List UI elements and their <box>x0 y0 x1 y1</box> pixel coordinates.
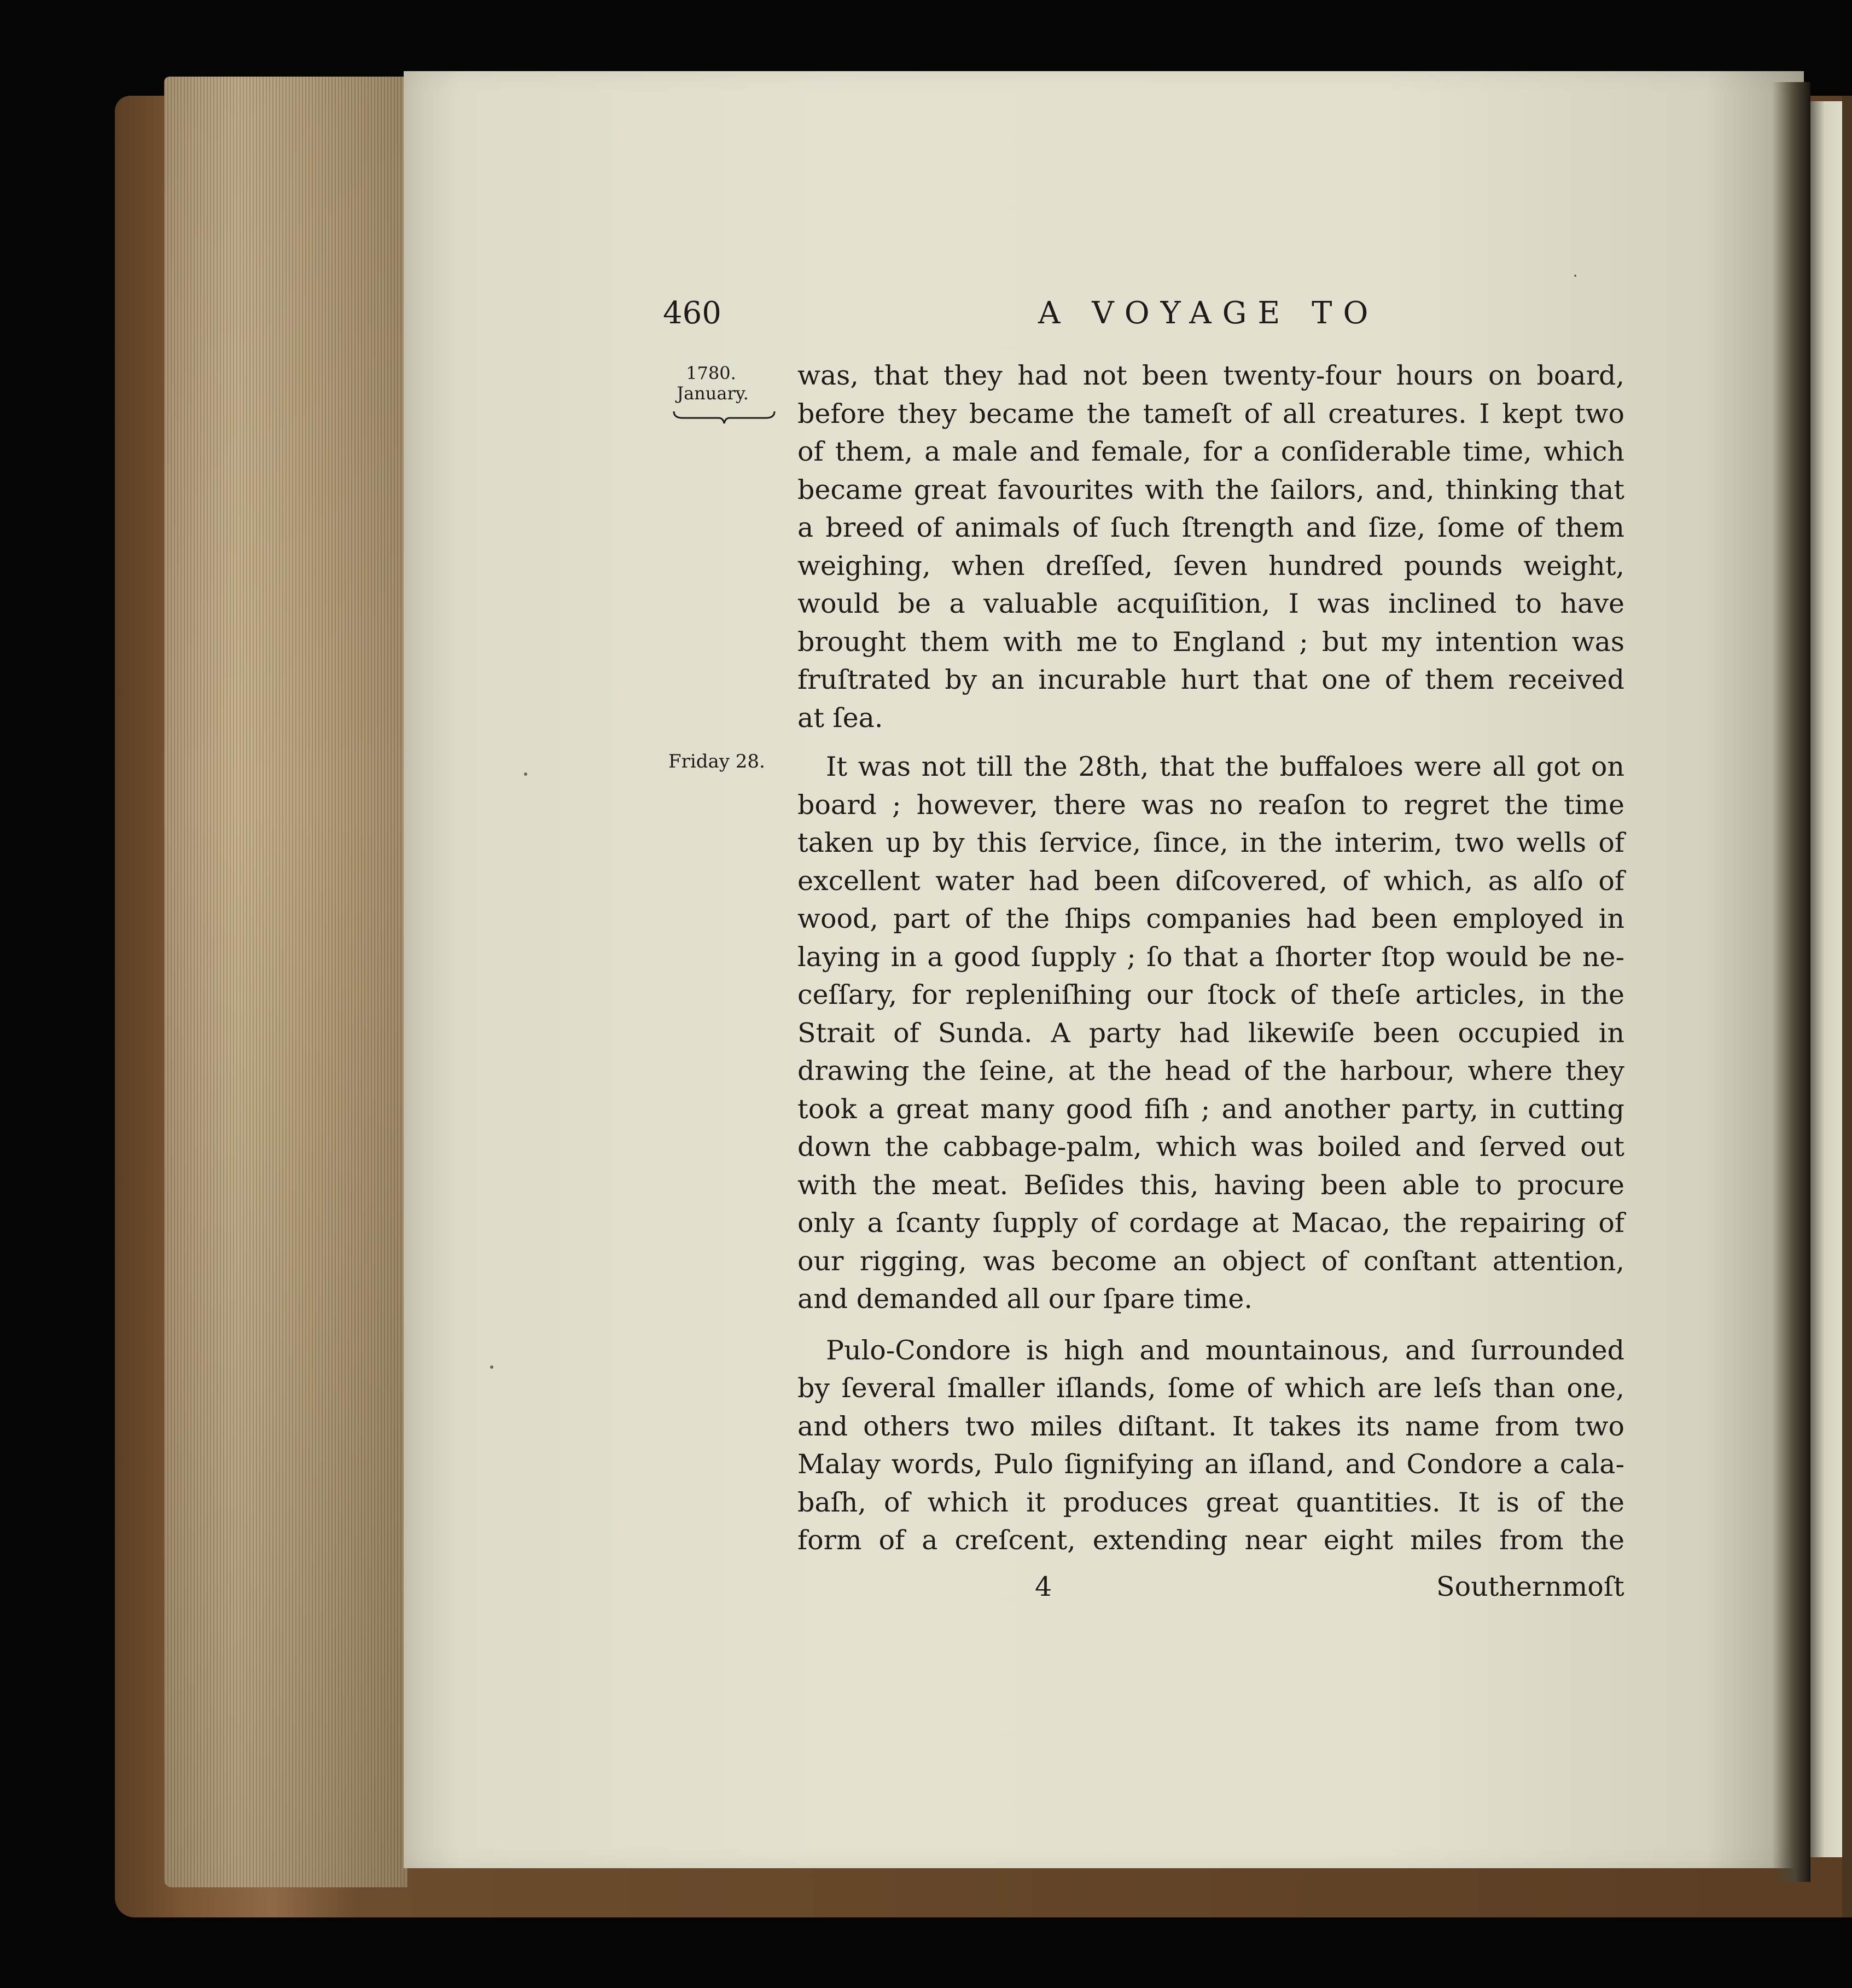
text-line: laying in a good ſupply ; ſo that a ſhorter ſtop would be ne- <box>797 941 1624 973</box>
text-line: took a great many good fiſh ; and another party, in cutting <box>797 1093 1624 1125</box>
text-line: became great favourites with the ſailors, and, thinking that <box>797 474 1624 505</box>
text-line: and demanded all our ſpare time. <box>797 1283 1253 1315</box>
catchword: Southernmoſt <box>1436 1571 1624 1602</box>
signature-mark: 4 <box>1035 1571 1052 1602</box>
text-line: of them, a male and female, for a conſiderable time, which <box>797 436 1624 467</box>
running-title: A VOYAGE TO <box>1038 295 1379 331</box>
brace-icon <box>672 409 777 425</box>
paragraph <box>797 357 1624 737</box>
text-line: was, that they had not been twenty-four hours on board, <box>797 360 1624 391</box>
text-line: form of a creſcent, extending near eight miles from the <box>797 1525 1624 1556</box>
paper-speck <box>490 1365 493 1369</box>
text-line: drawing the ſeine, at the head of the harbour, where they <box>797 1055 1624 1086</box>
paragraph <box>797 1332 1624 1560</box>
paper-speck <box>1574 275 1576 277</box>
paragraph <box>797 748 1624 1318</box>
body-text <box>797 357 1624 1560</box>
text-line: ceſſary, for repleniſhing our ſtock of theſe articles, in the <box>797 979 1624 1010</box>
margin-year: 1780. <box>686 363 736 383</box>
text-line: and others two miles diſtant. It takes its name from two <box>797 1410 1624 1442</box>
text-line: wood, part of the ſhips companies had been employed in <box>797 903 1624 934</box>
text-line: a breed of animals of ſuch ſtrength and ſize, ſome of them <box>797 512 1624 543</box>
page-number: 460 <box>663 295 721 331</box>
page-footer <box>0 1571 1852 1615</box>
text-line: would be a valuable acquiſition, I was inclined to have <box>797 588 1624 619</box>
text-line: Pulo-Condore is high and mountainous, and ſurrounded <box>826 1334 1624 1366</box>
text-line: only a ſcanty ſupply of cordage at Macao, the repairing of <box>797 1207 1624 1239</box>
text-line: board ; however, there was no reaſon to regret the time <box>797 789 1624 821</box>
text-line: down the cabbage-palm, which was boiled and ſerved out <box>797 1131 1624 1162</box>
text-line: weighing, when dreſſed, ſeven hundred pounds weight, <box>797 550 1624 582</box>
text-line: at ſea. <box>797 702 883 734</box>
margin-month: January. <box>677 383 749 404</box>
text-line: brought them with me to England ; but my intention was <box>797 626 1624 658</box>
text-line: Strait of Sunda. A party had likewiſe been occupied in <box>797 1017 1624 1049</box>
text-line: our rigging, was become an object of conſtant attention, <box>797 1245 1624 1277</box>
margin-day-note: Friday 28. <box>668 751 765 772</box>
text-line: with the meat. Beſides this, having been able to procure <box>797 1169 1624 1201</box>
text-line: by ſeveral ſmaller iſlands, ſome of which are leſs than one, <box>797 1373 1624 1404</box>
text-line: It was not till the 28th, that the buffaloes were all got on <box>826 751 1624 782</box>
page-edges-shade <box>164 77 407 1887</box>
text-line: baſh, of which it produces great quantities. It is of the <box>797 1486 1624 1518</box>
text-line: taken up by this ſervice, ſince, in the interim, two wells of <box>797 827 1624 858</box>
text-line: excellent water had been diſcovered, of which, as alſo of <box>797 865 1624 897</box>
text-line: before they became the tameſt of all creatures. I kept two <box>797 398 1624 429</box>
text-line: Malay words, Pulo ſignifying an iſland, and Condore a cala- <box>797 1449 1624 1480</box>
facing-cover-edge <box>1842 96 1852 1917</box>
paper-speck <box>524 772 527 776</box>
text-line: fruſtrated by an incurable hurt that one of them received <box>797 664 1624 695</box>
